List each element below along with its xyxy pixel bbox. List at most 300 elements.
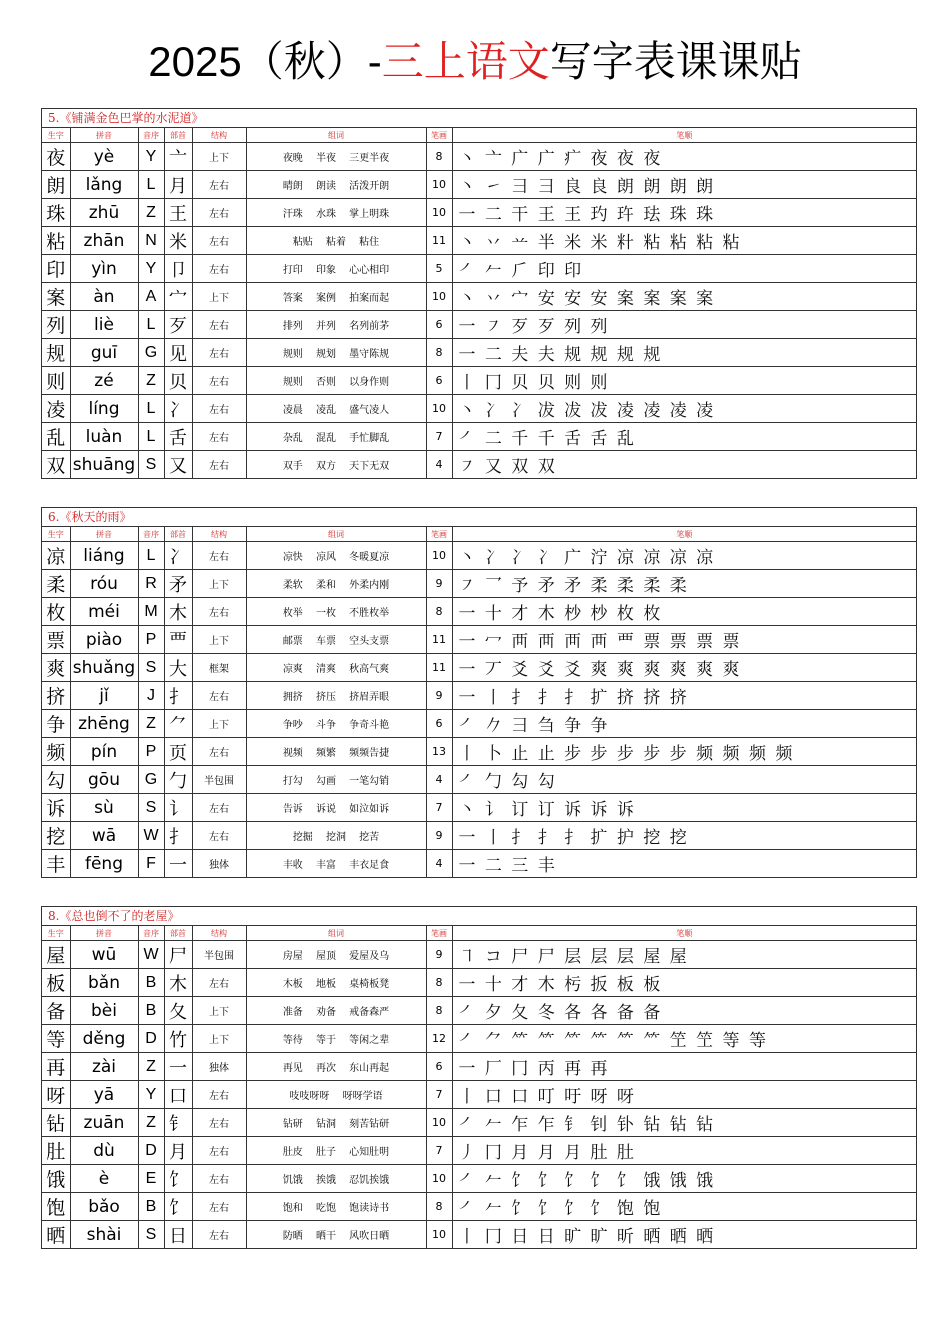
pinyin-cell: yā (70, 1081, 138, 1109)
table-row (42, 710, 916, 738)
pinyin-cell: shuāng (70, 451, 138, 479)
table-row (42, 1193, 916, 1221)
table-row (42, 542, 916, 570)
structure-cell: 上下 (192, 997, 246, 1025)
stroke-order-cell: ㇒ ⺈ ⺮ ⺮ ⺮ ⺮ ⺮ ⺮ 笁 笁 等 等 (452, 1025, 916, 1053)
header-initial: 音序 (138, 128, 164, 143)
words-cell: 凌晨 凌乱 盛气凌人 (246, 395, 426, 423)
table-row (42, 654, 916, 682)
header-initial: 音序 (138, 926, 164, 941)
initial-cell: G (138, 766, 164, 794)
stroke-order-cell: 一 丨 扌 扌 扌 扩 护 挖 挖 (452, 822, 916, 850)
stroke-order-cell: ㇕ コ 尸 尸 层 层 层 屋 屋 (452, 941, 916, 969)
char-cell: 枚 (42, 598, 70, 626)
pinyin-cell: bǎn (70, 969, 138, 997)
initial-cell: Z (138, 1109, 164, 1137)
char-cell: 频 (42, 738, 70, 766)
initial-cell: W (138, 941, 164, 969)
stroke-count-cell: 6 (426, 710, 452, 738)
stroke-count-cell: 10 (426, 283, 452, 311)
pinyin-cell: gōu (70, 766, 138, 794)
words-cell: 晴朗 朗读 活泼开朗 (246, 171, 426, 199)
initial-cell: L (138, 395, 164, 423)
header-count: 笔画 (426, 128, 452, 143)
structure-cell: 左右 (192, 311, 246, 339)
words-cell: 枚举 一枚 不胜枚举 (246, 598, 426, 626)
stroke-count-cell: 8 (426, 1193, 452, 1221)
char-table (42, 128, 916, 478)
pinyin-cell: wā (70, 822, 138, 850)
words-cell: 房屋 屋顶 爱屋及乌 (246, 941, 426, 969)
words-cell: 视频 频繁 频频告捷 (246, 738, 426, 766)
words-cell: 杂乱 混乱 手忙脚乱 (246, 423, 426, 451)
stroke-count-cell: 9 (426, 941, 452, 969)
initial-cell: Y (138, 143, 164, 171)
stroke-order-cell: ㇒ 𠂉 乍 乍 钅 钊 钋 钻 钻 钻 (452, 1109, 916, 1137)
table-row (42, 395, 916, 423)
stroke-count-cell: 11 (426, 626, 452, 654)
stroke-count-cell: 11 (426, 654, 452, 682)
words-cell: 排列 并列 名列前茅 (246, 311, 426, 339)
pinyin-cell: lǎng (70, 171, 138, 199)
initial-cell: G (138, 339, 164, 367)
stroke-order-cell: 丨 卜 止 止 步 步 步 步 步 频 频 频 频 (452, 738, 916, 766)
initial-cell: D (138, 1025, 164, 1053)
stroke-order-cell: ㇒ 𠂉 饣 饣 饣 饣 饱 饱 (452, 1193, 916, 1221)
stroke-order-cell: 一 二 三 丰 (458, 856, 557, 876)
structure-cell: 左右 (192, 199, 246, 227)
table-row (42, 969, 916, 997)
pinyin-cell: àn (70, 283, 138, 311)
title-highlight: 三上语文 (381, 37, 550, 86)
radical-cell: 王 (164, 199, 192, 227)
char-table (42, 527, 916, 877)
structure-cell: 左右 (192, 255, 246, 283)
radical-cell: 米 (164, 227, 192, 255)
table-row (42, 339, 916, 367)
header-structure: 结构 (192, 926, 246, 941)
radical-cell: 亠 (164, 143, 192, 171)
stroke-count-cell: 8 (426, 339, 452, 367)
pinyin-cell: róu (70, 570, 138, 598)
table-row (42, 283, 916, 311)
char-cell: 丰 (42, 850, 70, 878)
stroke-order-cell: ㇒ 𠂉 ⺁ 印 印 (452, 255, 916, 283)
initial-cell: F (138, 850, 164, 878)
pinyin-cell: liáng (70, 542, 138, 570)
stroke-order-cell: 一 二 夫 夫 规 规 规 规 (452, 339, 916, 367)
char-cell: 朗 (42, 171, 70, 199)
header-words: 组词 (246, 926, 426, 941)
table-row (42, 1165, 916, 1193)
table-row (42, 1053, 916, 1081)
stroke-order-cell: 丶 冫 冫 冫 广 泞 凉 凉 凉 凉 (452, 542, 916, 570)
stroke-order-cell: 丶 丷 宀 安 安 安 案 案 案 案 (452, 283, 916, 311)
stroke-count-cell: 4 (426, 451, 452, 479)
stroke-count-cell: 10 (426, 1165, 452, 1193)
stroke-order-cell: 一 冖 襾 襾 襾 襾 覀 票 票 票 票 (452, 626, 916, 654)
char-cell: 乱 (42, 423, 70, 451)
stroke-order-cell: 一 二 干 王 王 玓 玝 珐 珠 珠 (452, 199, 916, 227)
stroke-count-cell: 9 (426, 570, 452, 598)
header-row (42, 128, 916, 143)
lesson-section-3 (41, 906, 917, 1249)
words-cell: 双手 双方 天下无双 (246, 451, 426, 479)
radical-cell: 大 (164, 654, 192, 682)
initial-cell: Z (138, 367, 164, 395)
initial-cell: L (138, 542, 164, 570)
initial-cell: P (138, 738, 164, 766)
section-heading: 6.《秋天的雨》 (42, 508, 916, 527)
words-cell: 挖掘 挖洞 挖苦 (246, 822, 426, 850)
pinyin-cell: guī (70, 339, 138, 367)
initial-cell: A (138, 283, 164, 311)
section-heading: 5.《铺满金色巴掌的水泥道》 (42, 109, 916, 128)
radical-cell: 饣 (164, 1193, 192, 1221)
radical-cell: 勹 (164, 766, 192, 794)
structure-cell: 左右 (192, 171, 246, 199)
char-cell: 凌 (42, 395, 70, 423)
stroke-count-cell: 4 (426, 766, 452, 794)
stroke-count-cell: 10 (426, 1221, 452, 1249)
char-cell: 板 (42, 969, 70, 997)
pinyin-cell: méi (70, 598, 138, 626)
structure-cell: 上下 (192, 143, 246, 171)
radical-cell: 冫 (164, 542, 192, 570)
radical-cell: 宀 (164, 283, 192, 311)
header-pinyin: 拼音 (70, 527, 138, 542)
char-cell: 列 (42, 311, 70, 339)
words-cell: 准备 劝备 戒备森严 (246, 997, 426, 1025)
initial-cell: L (138, 171, 164, 199)
words-cell: 凉快 凉风 冬暖夏凉 (246, 542, 426, 570)
table-row (42, 997, 916, 1025)
radical-cell: 矛 (164, 570, 192, 598)
char-cell: 等 (42, 1025, 70, 1053)
stroke-order-cell: 丶 冫 冫 冹 冹 冹 凌 凌 凌 凌 (452, 395, 916, 423)
initial-cell: Z (138, 710, 164, 738)
words-cell: 汗珠 水珠 掌上明珠 (246, 199, 426, 227)
header-count: 笔画 (426, 527, 452, 542)
structure-cell: 左右 (192, 451, 246, 479)
words-cell: 丰收 丰富 丰衣足食 (246, 850, 426, 878)
structure-cell: 左右 (192, 598, 246, 626)
table-row (42, 1109, 916, 1137)
header-radical: 部首 (164, 527, 192, 542)
pinyin-cell: bèi (70, 997, 138, 1025)
stroke-order-cell: 丨 口 口 叮 吁 呀 呀 (452, 1081, 916, 1109)
stroke-count-cell: 6 (426, 1053, 452, 1081)
table-row (42, 598, 916, 626)
initial-cell: Z (138, 1053, 164, 1081)
section-heading: 8.《总也倒不了的老屋》 (42, 907, 916, 926)
words-cell: 木板 地板 桌椅板凳 (246, 969, 426, 997)
radical-cell: 冫 (164, 395, 192, 423)
pinyin-cell: piào (70, 626, 138, 654)
structure-cell: 半包围 (192, 941, 246, 969)
words-cell: 争吵 斗争 争奇斗艳 (246, 710, 426, 738)
stroke-count-cell: 10 (426, 199, 452, 227)
pinyin-cell: zài (70, 1053, 138, 1081)
header-pinyin: 拼音 (70, 128, 138, 143)
stroke-count-cell: 7 (426, 423, 452, 451)
pinyin-cell: děng (70, 1025, 138, 1053)
pinyin-cell: shài (70, 1221, 138, 1249)
stroke-order-cell: ㇒ 夕 夂 冬 各 各 备 备 (452, 997, 916, 1025)
words-cell: 钻研 钻洞 刻苦钻研 (246, 1109, 426, 1137)
radical-cell: 夂 (164, 997, 192, 1025)
words-cell: 肚皮 肚子 心知肚明 (246, 1137, 426, 1165)
words-cell: 夜晚 半夜 三更半夜 (246, 143, 426, 171)
table-row (42, 171, 916, 199)
initial-cell: W (138, 822, 164, 850)
char-cell: 备 (42, 997, 70, 1025)
stroke-order-cell: ㇇ 又 双 双 (458, 457, 557, 477)
lesson-section-1 (41, 108, 917, 479)
pinyin-cell: sù (70, 794, 138, 822)
words-cell: 答案 案例 拍案而起 (246, 283, 426, 311)
stroke-order-cell: 一 ㇇ 歹 歹 列 列 (452, 311, 916, 339)
header-char: 生字 (42, 128, 70, 143)
header-count: 笔画 (426, 926, 452, 941)
structure-cell: 半包围 (192, 766, 246, 794)
stroke-count-cell: 13 (426, 738, 452, 766)
stroke-count-cell: 12 (426, 1025, 452, 1053)
char-cell: 挤 (42, 682, 70, 710)
structure-cell: 左右 (192, 1137, 246, 1165)
radical-cell: 月 (164, 1137, 192, 1165)
stroke-order-cell: 一 丨 扌 扌 扌 扩 挤 挤 挤 (452, 682, 916, 710)
stroke-count-cell: 5 (426, 255, 452, 283)
pinyin-cell: dù (70, 1137, 138, 1165)
table-row (42, 570, 916, 598)
char-cell: 饱 (42, 1193, 70, 1221)
header-words: 组词 (246, 527, 426, 542)
words-cell: 拥挤 挤压 挤眉弄眼 (246, 682, 426, 710)
stroke-count-cell: 9 (426, 822, 452, 850)
pinyin-cell: shuǎng (70, 654, 138, 682)
page-title (0, 36, 950, 88)
stroke-order-cell: ㇇ 乛 予 矛 矛 柔 柔 柔 柔 (452, 570, 916, 598)
header-strokes: 笔顺 (452, 128, 916, 143)
initial-cell: Z (138, 199, 164, 227)
table-row (42, 451, 916, 479)
stroke-count-cell: 4 (426, 850, 452, 878)
stroke-count-cell: 8 (426, 969, 452, 997)
radical-cell: 讠 (164, 794, 192, 822)
table-row (42, 255, 916, 283)
stroke-count-cell: 8 (426, 997, 452, 1025)
pinyin-cell: liè (70, 311, 138, 339)
table-row (42, 626, 916, 654)
header-initial: 音序 (138, 527, 164, 542)
words-cell: 打印 印象 心心相印 (246, 255, 426, 283)
stroke-order-cell: ㇒ 二 千 千 舌 舌 乱 (452, 423, 916, 451)
structure-cell: 左右 (192, 423, 246, 451)
stroke-count-cell: 7 (426, 1137, 452, 1165)
char-cell: 再 (42, 1053, 70, 1081)
char-cell: 呀 (42, 1081, 70, 1109)
radical-cell: 月 (164, 171, 192, 199)
header-row (42, 527, 916, 542)
structure-cell: 左右 (192, 738, 246, 766)
table-row (42, 822, 916, 850)
stroke-order-cell: 丨 冂 贝 贝 则 则 (452, 367, 916, 395)
initial-cell: B (138, 969, 164, 997)
structure-cell: 左右 (192, 542, 246, 570)
structure-cell: 左右 (192, 1081, 246, 1109)
char-cell: 屋 (42, 941, 70, 969)
pinyin-cell: wū (70, 941, 138, 969)
radical-cell: 饣 (164, 1165, 192, 1193)
initial-cell: M (138, 598, 164, 626)
header-pinyin: 拼音 (70, 926, 138, 941)
structure-cell: 独体 (192, 850, 246, 878)
radical-cell: 口 (164, 1081, 192, 1109)
initial-cell: B (138, 1193, 164, 1221)
stroke-order-cell: 丶 亠 广 广 疒 夜 夜 夜 (452, 143, 916, 171)
stroke-order-cell: ㇒ 𠂊 彐 刍 争 争 (452, 710, 916, 738)
initial-cell: L (138, 423, 164, 451)
char-cell: 案 (42, 283, 70, 311)
stroke-count-cell: 10 (426, 395, 452, 423)
pinyin-cell: bǎo (70, 1193, 138, 1221)
stroke-order-cell: 丨 冂 日 日 旷 旷 昕 晒 晒 晒 (458, 1227, 716, 1247)
table-row (42, 738, 916, 766)
words-cell: 等待 等于 等闲之辈 (246, 1025, 426, 1053)
stroke-order-cell: 一 十 才 木 杇 扳 板 板 (452, 969, 916, 997)
lesson-section-2 (41, 507, 917, 878)
table-row (42, 766, 916, 794)
stroke-count-cell: 10 (426, 171, 452, 199)
radical-cell: 又 (164, 451, 192, 479)
radical-cell: 扌 (164, 822, 192, 850)
words-cell: 告诉 诉说 如泣如诉 (246, 794, 426, 822)
char-cell: 诉 (42, 794, 70, 822)
radical-cell: 竹 (164, 1025, 192, 1053)
initial-cell: E (138, 1165, 164, 1193)
radical-cell: 贝 (164, 367, 192, 395)
header-row (42, 926, 916, 941)
stroke-order-cell: 一 丆 爻 爻 爻 爽 爽 爽 爽 爽 爽 (452, 654, 916, 682)
words-cell: 打勾 勾画 一笔勾销 (246, 766, 426, 794)
char-cell: 肚 (42, 1137, 70, 1165)
pinyin-cell: yè (70, 143, 138, 171)
stroke-count-cell: 11 (426, 227, 452, 255)
stroke-order-cell: ㇒ 勹 勾 勾 (452, 766, 916, 794)
pinyin-cell: è (70, 1165, 138, 1193)
stroke-count-cell: 8 (426, 598, 452, 626)
words-cell: 柔软 柔和 外柔内刚 (246, 570, 426, 598)
stroke-count-cell: 7 (426, 794, 452, 822)
char-cell: 印 (42, 255, 70, 283)
char-cell: 规 (42, 339, 70, 367)
char-cell: 挖 (42, 822, 70, 850)
header-char: 生字 (42, 926, 70, 941)
pinyin-cell: zé (70, 367, 138, 395)
structure-cell: 左右 (192, 1165, 246, 1193)
structure-cell: 上下 (192, 1025, 246, 1053)
table-row (42, 1221, 916, 1249)
title-prefix: 2025（秋）- (148, 38, 382, 85)
initial-cell: J (138, 682, 164, 710)
char-cell: 争 (42, 710, 70, 738)
stroke-count-cell: 6 (426, 367, 452, 395)
char-cell: 珠 (42, 199, 70, 227)
structure-cell: 左右 (192, 682, 246, 710)
stroke-order-cell: 丿 冂 月 月 月 肚 肚 (452, 1137, 916, 1165)
structure-cell: 左右 (192, 1193, 246, 1221)
radical-cell: ⺈ (164, 710, 192, 738)
initial-cell: S (138, 1221, 164, 1249)
structure-cell: 左右 (192, 1221, 246, 1249)
char-cell: 凉 (42, 542, 70, 570)
pinyin-cell: zhān (70, 227, 138, 255)
initial-cell: Y (138, 255, 164, 283)
words-cell: 饱和 吃饱 饱读诗书 (246, 1193, 426, 1221)
pinyin-cell: zhū (70, 199, 138, 227)
initial-cell: R (138, 570, 164, 598)
header-radical: 部首 (164, 128, 192, 143)
initial-cell: P (138, 626, 164, 654)
structure-cell: 左右 (192, 822, 246, 850)
table-row (42, 143, 916, 171)
radical-cell: 见 (164, 339, 192, 367)
char-cell: 则 (42, 367, 70, 395)
char-cell: 爽 (42, 654, 70, 682)
radical-cell: 页 (164, 738, 192, 766)
pinyin-cell: jǐ (70, 682, 138, 710)
radical-cell: 日 (164, 1221, 192, 1249)
table-row (42, 1025, 916, 1053)
words-cell: 规则 否则 以身作则 (246, 367, 426, 395)
radical-cell: 舌 (164, 423, 192, 451)
char-cell: 双 (42, 451, 70, 479)
structure-cell: 上下 (192, 626, 246, 654)
stroke-count-cell: 10 (426, 1109, 452, 1137)
char-cell: 票 (42, 626, 70, 654)
table-row (42, 682, 916, 710)
table-row (42, 1137, 916, 1165)
char-cell: 饿 (42, 1165, 70, 1193)
pinyin-cell: yìn (70, 255, 138, 283)
radical-cell: 一 (164, 850, 192, 878)
stroke-order-cell: 丶 ㇀ 彐 彐 良 良 朗 朗 朗 朗 (452, 171, 916, 199)
initial-cell: N (138, 227, 164, 255)
words-cell: 凉爽 清爽 秋高气爽 (246, 654, 426, 682)
structure-cell: 上下 (192, 283, 246, 311)
table-row (42, 941, 916, 969)
stroke-count-cell: 9 (426, 682, 452, 710)
stroke-order-cell: ㇒ 𠂉 饣 饣 饣 饣 饣 饿 饿 饿 (452, 1165, 916, 1193)
initial-cell: S (138, 654, 164, 682)
stroke-order-cell: 一 厂 冂 丙 再 再 (452, 1053, 916, 1081)
header-structure: 结构 (192, 527, 246, 542)
radical-cell: 钅 (164, 1109, 192, 1137)
structure-cell: 独体 (192, 1053, 246, 1081)
structure-cell: 上下 (192, 570, 246, 598)
header-strokes: 笔顺 (452, 926, 916, 941)
char-cell: 粘 (42, 227, 70, 255)
words-cell: 饥饿 挨饿 忍饥挨饿 (246, 1165, 426, 1193)
radical-cell: 卩 (164, 255, 192, 283)
initial-cell: Y (138, 1081, 164, 1109)
pinyin-cell: zhēng (70, 710, 138, 738)
words-cell: 防晒 晒干 风吹日晒 (246, 1221, 426, 1249)
pinyin-cell: fēng (70, 850, 138, 878)
structure-cell: 左右 (192, 227, 246, 255)
initial-cell: B (138, 997, 164, 1025)
